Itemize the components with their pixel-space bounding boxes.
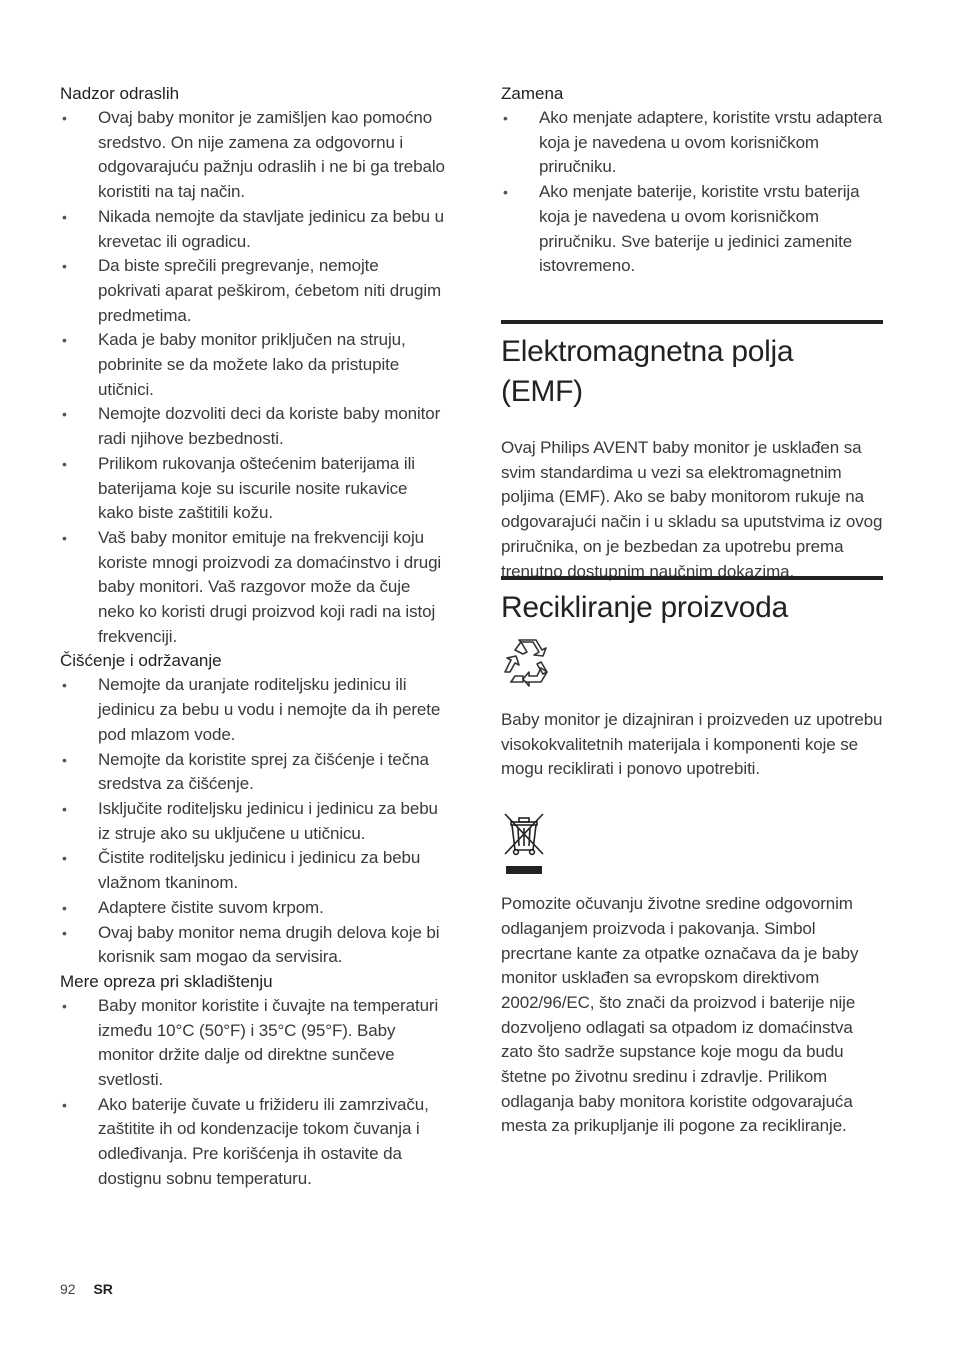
page-footer bbox=[60, 1281, 113, 1297]
emf-section bbox=[501, 320, 883, 584]
list-item: • Kada je baby monitor priključen na struju, pobrinite se da možete lako da pristupite utičnici. bbox=[60, 328, 445, 402]
recycling-paragraph-2: Pomozite očuvanju životne sredine odgovornim odlaganjem proizvoda i pakovanja. Simbol precrtane kante za otpatke označava da je baby monitor usklađen sa evropskom direktivom 2002/96/EC, što znači da proizvod i baterije nije dozvoljeno odlagati sa otpadom iz domaćinstva zato što sadrže supstance koje mogu da budu štetne po životnu sredinu i zdravlje. Prilikom odlaganja baby monitora koristite odgovarajuća mesta za prikupljanje ili pogone za recikliranje. bbox=[501, 894, 859, 1136]
emf-heading: Elektromagnetna polja (EMF) bbox=[501, 320, 883, 412]
emf-paragraph: Ovaj Philips AVENT baby monitor je usklađen sa svim standardima u vezi sa elektromagnetnim poljima (EMF). Ako se baby monitorom rukuje na odgovarajući način i u skladu sa uputstvima iz ovog priručnika, on je bezbedan za upotrebu prema trenutno dostupnim naučnim dokazima. bbox=[501, 438, 883, 581]
list-item: • Ovaj baby monitor je zamišljen kao pomoćno sredstvo. On nije zamena za odgovornu i odgovarajuću pažnju odraslih i ne bi ga trebalo koristiti na taj način. bbox=[60, 106, 445, 205]
section-title-storage: Mere opreza pri skladištenju bbox=[60, 971, 273, 991]
recycling-section bbox=[501, 576, 883, 1139]
left-column bbox=[60, 82, 445, 1192]
recycle-icon bbox=[501, 636, 553, 690]
page-number: 92 bbox=[60, 1281, 76, 1297]
recycling-heading: Recikliranje proizvoda bbox=[501, 576, 883, 628]
list-item: • Ako menjate baterije, koristite vrstu baterija koja je navedena u ovom korisničkom priručniku. Sve baterije u jedinici zamenite istovremeno. bbox=[501, 180, 886, 279]
list-item: • Nemojte da koristite sprej za čišćenje i tečna sredstva za čišćenje. bbox=[60, 748, 445, 797]
crossed-out-bin-icon bbox=[501, 810, 547, 876]
replacement-list bbox=[501, 106, 886, 279]
list-item: • Isključite roditeljsku jedinicu i jedinicu za bebu iz struje ako su uključene u utičnicu. bbox=[60, 797, 445, 846]
list-item: • Ako menjate adaptere, koristite vrstu adaptera koja je navedena u ovom korisničkom priručniku. bbox=[501, 106, 886, 180]
list-item: • Nikada nemojte da stavljate jedinicu za bebu u krevetac ili ogradicu. bbox=[60, 205, 445, 254]
section-title-adult-supervision: Nadzor odraslih bbox=[60, 84, 180, 103]
list-item: • Nemojte dozvoliti deci da koriste baby monitor radi njihove bezbednosti. bbox=[60, 402, 445, 451]
list-item: • Nemojte da uranjate roditeljsku jedinicu ili jedinicu za bebu u vodu i nemojte da ih perete pod mlazom vode. bbox=[60, 673, 445, 747]
list-item: • Da biste sprečili pregrevanje, nemojte pokrivati aparat peškirom, ćebetom niti drugim predmetima. bbox=[60, 254, 445, 328]
storage-list bbox=[60, 994, 445, 1192]
cleaning-list bbox=[60, 673, 445, 969]
section-title-replacement: Zamena bbox=[501, 84, 564, 103]
list-item: • Adaptere čistite suvom krpom. bbox=[60, 896, 445, 921]
list-item: • Ako baterije čuvate u frižideru ili zamrzivaču, zaštitite ih od kondenzacije tokom čuvanja i odleđivanja. Pre korišćenja ih ostavite da dostignu sobnu temperaturu. bbox=[60, 1093, 445, 1192]
list-item: • Vaš baby monitor emituje na frekvenciji koju koriste mnogi proizvodi za domaćinstvo i drugi baby monitori. Vaš razgovor može da čuje neko ko koristi drugi proizvod koji radi na istoj frekvenciji. bbox=[60, 526, 445, 650]
list-item: • Ovaj baby monitor nema drugih delova koje bi korisnik sam mogao da servisira. bbox=[60, 921, 445, 970]
list-item: • Baby monitor koristite i čuvajte na temperaturi između 10°C (50°F) i 35°C (95°F). Baby monitor držite dalje od direktne sunčeve svetlosti. bbox=[60, 994, 445, 1093]
list-item: • Prilikom rukovanja oštećenim baterijama ili baterijama koje su iscurile nosite rukavice kako biste zaštitili kožu. bbox=[60, 452, 445, 526]
language-code: SR bbox=[93, 1281, 113, 1297]
recycling-paragraph-1: Baby monitor je dizajniran i proizveden uz upotrebu visokokvalitetnih materijala i komponenti koje se mogu reciklirati i ponovo upotrebiti. bbox=[501, 710, 883, 779]
list-item: • Čistite roditeljsku jedinicu i jedinicu za bebu vlažnom tkaninom. bbox=[60, 846, 445, 895]
section-title-cleaning: Čišćenje i održavanje bbox=[60, 651, 222, 671]
replacement-section bbox=[501, 82, 886, 279]
adult-supervision-list bbox=[60, 106, 445, 649]
